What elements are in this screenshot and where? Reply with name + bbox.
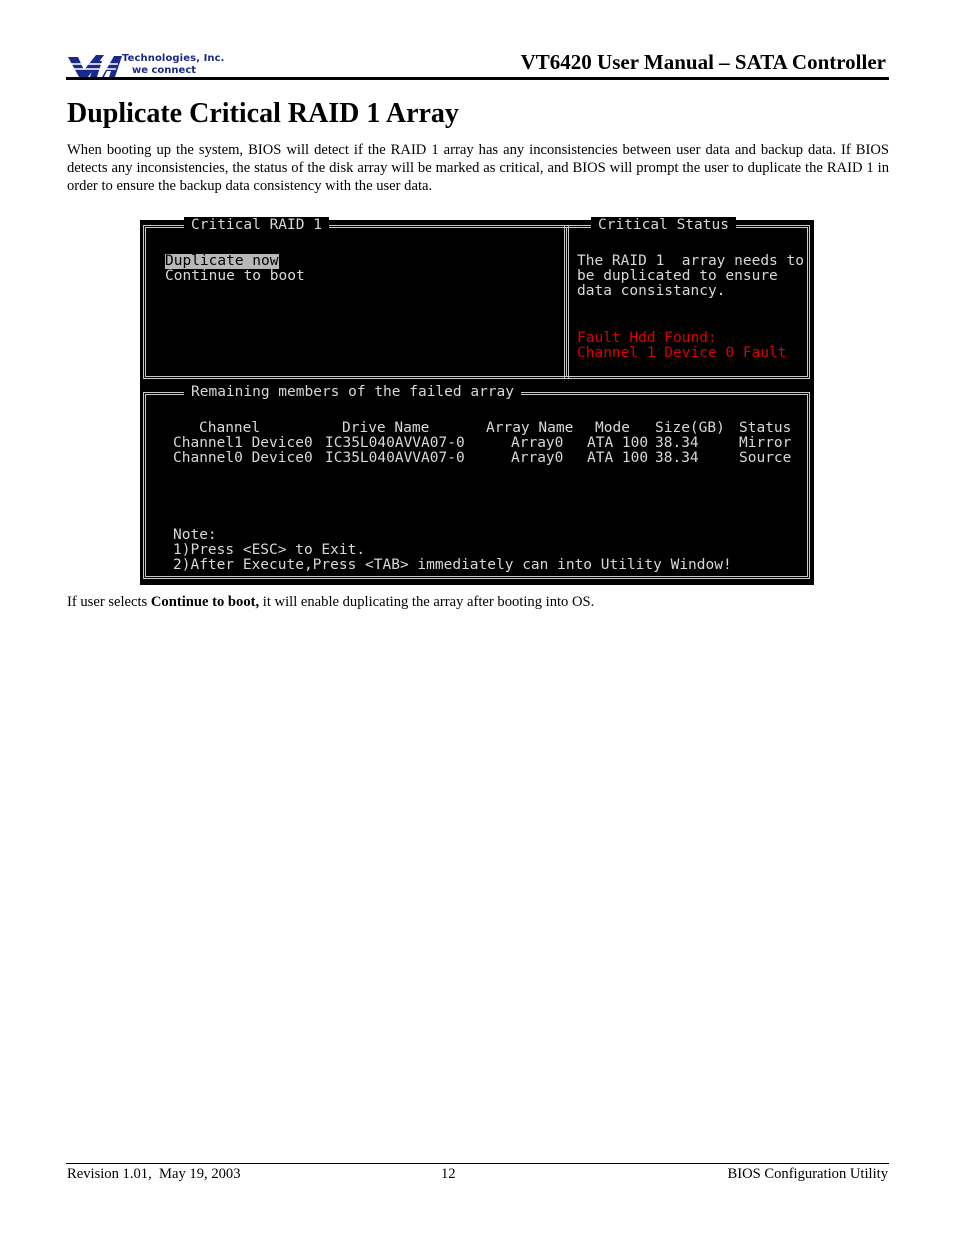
table-row-size: 38.34 <box>655 435 699 451</box>
column-header-status: Status <box>739 420 792 436</box>
status-message-line: data consistancy. <box>577 283 726 299</box>
table-row-mode: ATA 100 <box>587 435 649 451</box>
header-divider <box>66 77 889 80</box>
status-message-line: The RAID 1 array needs to <box>577 253 804 269</box>
table-row-size: 38.34 <box>655 450 699 466</box>
note-line: Note: <box>173 527 217 543</box>
after-paragraph-bold: Continue to boot, <box>150 594 260 610</box>
note-line: 1)Press <ESC> to Exit. <box>173 542 366 558</box>
option-duplicate-now[interactable]: Duplicate now <box>165 253 279 269</box>
logo-tagline-text: we connect <box>132 65 197 76</box>
column-header-drive-name: Drive Name <box>342 420 430 436</box>
column-header-array-name: Array Name <box>486 420 574 436</box>
section-heading: Duplicate Critical RAID 1 Array <box>67 98 459 129</box>
after-paragraph <box>67 593 594 611</box>
fault-message-line: Channel 1 Device 0 Fault <box>577 345 787 361</box>
column-header-channel: Channel <box>199 420 261 436</box>
table-row-channel: Channel1 Device0 <box>173 435 313 451</box>
table-row-drive-name: IC35L040AVVA07-0 <box>325 435 465 451</box>
footer-divider <box>66 1163 889 1164</box>
column-header-size: Size(GB) <box>655 420 725 436</box>
status-message-line: be duplicated to ensure <box>577 268 778 284</box>
critical-raid-panel-title: Critical RAID 1 <box>184 217 329 233</box>
critical-status-panel <box>564 217 810 379</box>
logo-company-text: Technologies, Inc. <box>122 53 225 64</box>
remaining-members-panel-title: Remaining members of the failed array <box>184 384 521 400</box>
footer-section: BIOS Configuration Utility <box>727 1166 888 1182</box>
critical-status-panel-title: Critical Status <box>591 217 736 233</box>
document-title: VT6420 User Manual – SATA Controller <box>520 50 886 74</box>
footer-page-number: 12 <box>441 1166 456 1182</box>
after-paragraph-suffix: it will enable duplicating the array after booting into OS. <box>259 594 595 610</box>
column-header-mode: Mode <box>595 420 630 436</box>
remaining-members-panel <box>143 384 810 579</box>
bios-screenshot <box>140 217 814 585</box>
table-row-array-name: Array0 <box>511 450 564 466</box>
table-row-mode: ATA 100 <box>587 450 649 466</box>
via-logo-icon <box>66 52 238 80</box>
table-row-status: Source <box>739 450 792 466</box>
via-logo-mark <box>66 52 124 80</box>
fault-message-line: Fault Hdd Found: <box>577 330 717 346</box>
after-paragraph-prefix: If user selects <box>67 594 151 610</box>
table-row-channel: Channel0 Device0 <box>173 450 313 466</box>
table-row-drive-name: IC35L040AVVA07-0 <box>325 450 465 466</box>
footer-revision: Revision 1.01, May 19, 2003 <box>67 1166 241 1182</box>
table-row-status: Mirror <box>739 435 792 451</box>
option-continue-to-boot[interactable]: Continue to boot <box>165 268 305 284</box>
table-row-array-name: Array0 <box>511 435 564 451</box>
critical-raid-panel <box>143 217 569 379</box>
intro-paragraph: When booting up the system, BIOS will detect if the RAID 1 array has any inconsistencies between user data and backup data. If BIOS detects any inconsistencies, the status of the disk array will be marked as critical, and BIOS will prompt the user to duplicate the RAID 1 in order to ensure the backup data consistency with the user data. <box>67 142 889 194</box>
note-line: 2)After Execute,Press <TAB> immediately can into Utility Window! <box>173 557 732 573</box>
